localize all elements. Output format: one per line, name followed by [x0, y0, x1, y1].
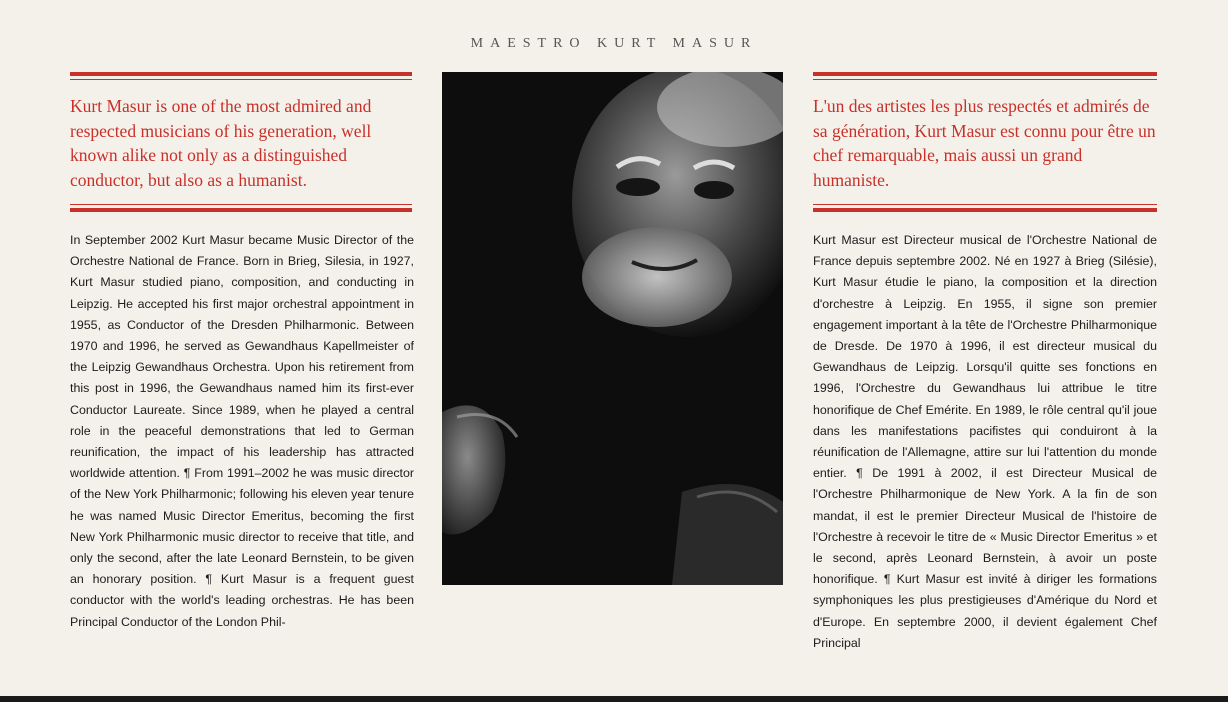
- conductor-portrait-photo: [442, 72, 783, 585]
- right-pull-quote: L'un des artistes les plus respectés et admirés de sa génération, Kurt Masur est connu pour être un chef remarquable, mais aussi un grand humaniste.: [813, 96, 1156, 190]
- right-body-text: Kurt Masur est Directeur musical de l'Orchestre National de France depuis septembre 2002. Né en 1927 à Brieg (Silésie), Kurt Masur étudie le piano, la composition et la direction d'orchestre à Leipzig. En 1955, il signe son premier engagement important à la tête de l'Orchestre Philharmonique de Dresde. De 1970 à 1996, il est directeur musical du Gewandhaus de Leipzig. Lorsqu'il quitte ses fonctions en 1996, l'Orchestre du Gewandhaus lui attribue le titre honorifique de Chef Emérite. En 1989, le rôle central qu'il joue dans les manifestations pacifistes qui conduiront à la réunification de l'Allemagne, attire sur lui l'attention du monde entier. ¶ De 1991 à 2002, il est Directeur Musical de l'Orchestre Philharmonique de New York. A la fin de son mandat, il est le premier Directeur Musical de l'histoire de l'Orchestre à recevoir le titre de « Music Director Emeritus » et le second, après Leonard Bernstein, à avoir un poste honorifique. ¶ Kurt Masur est invité à diriger les formations symphoniques les plus prestigieuses d'Amérique du Nord et d'Europe. En septembre 2000, il devient également Chef Principal: [813, 233, 1157, 650]
- left-bottom-rule: [70, 204, 412, 212]
- left-body-text: In September 2002 Kurt Masur became Music Director of the Orchestre National de France. Born in Brieg, Silesia, in 1927, Kurt Masur studied piano, composition, and conducting in Leipzig. He accepted his first major orchestral appointment in 1955, as Conductor of the Dresden Philharmonic. Between 1970 and 1996, he served as Gewandhaus Kapellmeister of the Leipzig Gewandhaus Orchestra. Upon his retirement from this post in 1996, the Gewandhaus named him its first-ever Conductor Laureate. Since 1989, when he played a central role in the peaceful demonstrations that led to German reunification, the impact of his leadership has attracted worldwide attention. ¶ From 1991–2002 he was music director of the New York Philharmonic; following his eleven year tenure he was named Music Director Emeritus, becoming the first New York Philharmonic music director to receive that title, and only the second, after the late Leonard Bernstein, to be given an honorary position. ¶ Kurt Masur is a frequent guest conductor with the world's leading orchestras. He has been Principal Conductor of the London Phil-: [70, 233, 414, 629]
- portrait-illustration: [442, 72, 783, 585]
- left-pull-quote: Kurt Masur is one of the most admired and respected musicians of his generation, well known alike not only as a distinguished conductor, but also as a humanist.: [70, 96, 372, 190]
- right-top-rule: [813, 72, 1157, 80]
- right-bottom-rule: [813, 204, 1157, 212]
- page-bottom-edge: [0, 696, 1228, 702]
- left-top-rule: [70, 72, 412, 80]
- page-header: MAESTRO KURT MASUR: [470, 36, 758, 51]
